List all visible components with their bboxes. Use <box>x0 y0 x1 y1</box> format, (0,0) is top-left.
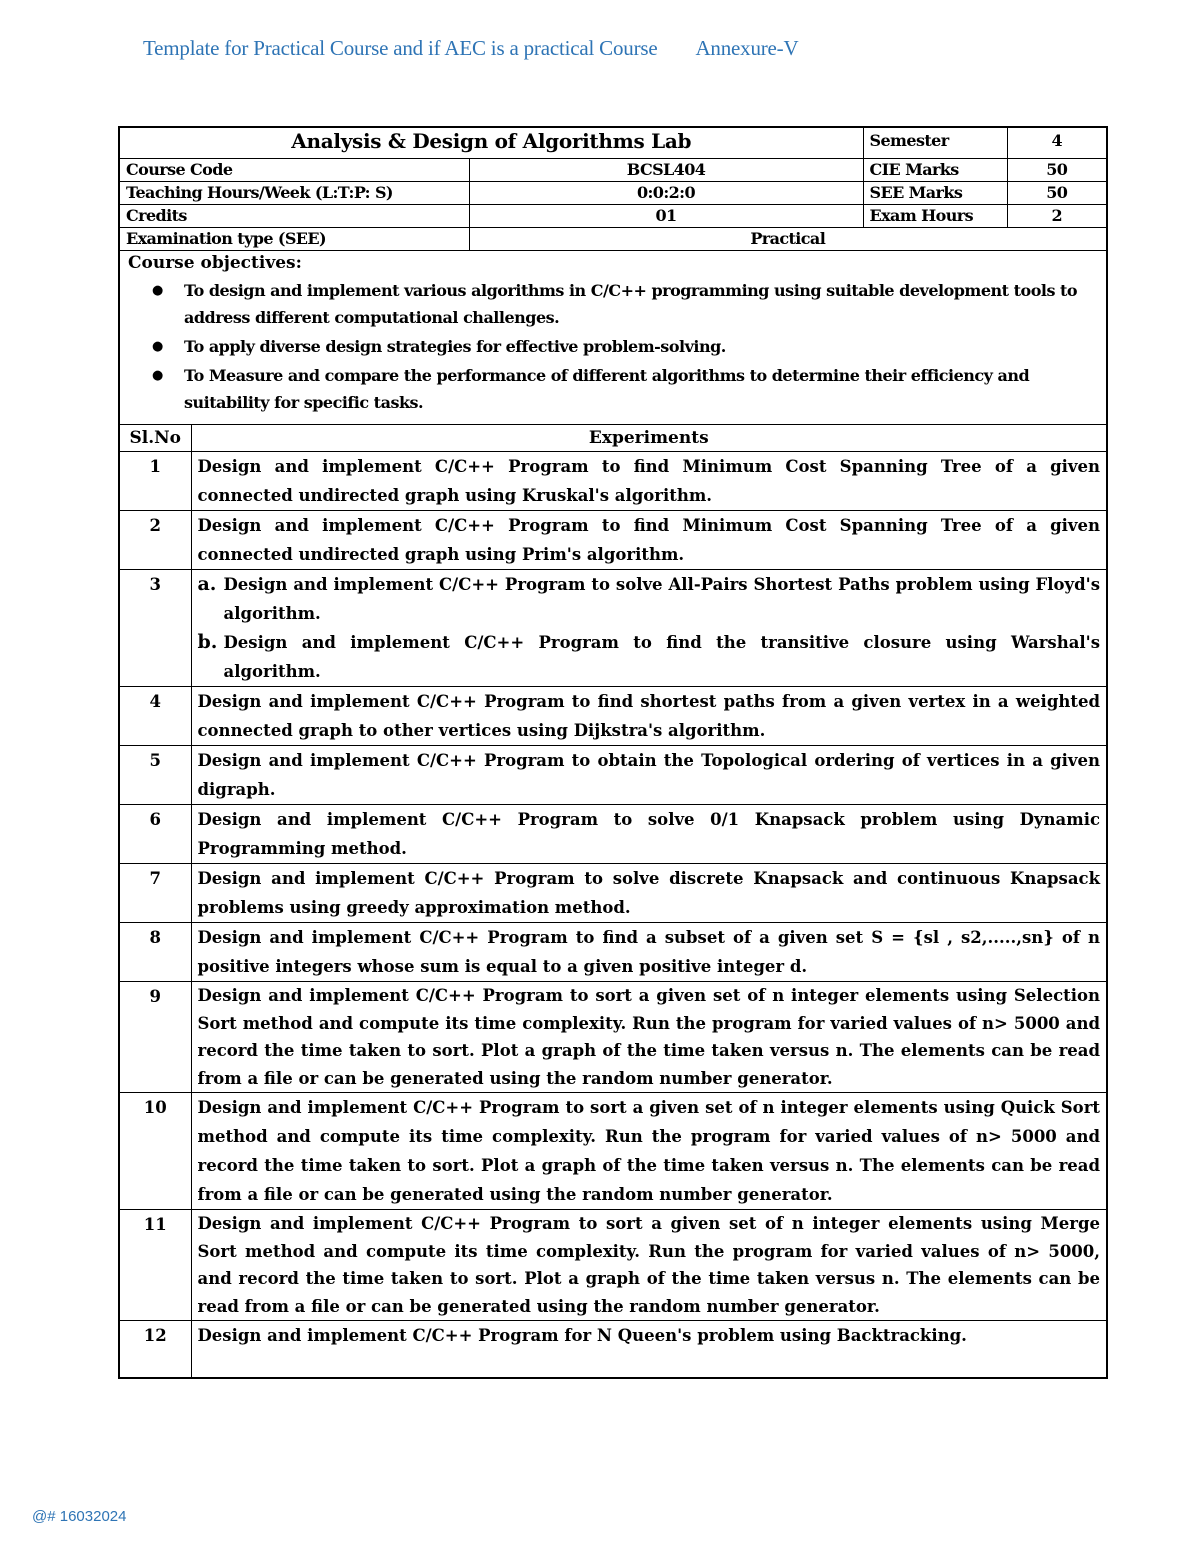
experiment-text: Design and implement C/C++ Program to sort a given set of n integer elements using Merge Sort method and compute its time complexity. Run the program for varied values of n> 5000, and record the time taken to sort. Plot a graph of the time taken versus n. The elements can be read from a file or can be generated using the random number generator. <box>191 1210 1107 1321</box>
header-template-text: Template for Practical Course and if AEC is a practical Course <box>143 36 658 60</box>
objectives-row <box>119 251 1107 425</box>
objectives-list <box>128 277 1098 416</box>
experiment-text: Design and implement C/C++ Program to solve discrete Knapsack and continuous Knapsack problems using greedy approximation method. <box>191 864 1107 923</box>
experiment-text: Design and implement C/C++ Program for N Queen's problem using Backtracking. <box>191 1321 1107 1378</box>
experiment-text: Design and implement C/C++ Program to find Minimum Cost Spanning Tree of a given connected undirected graph using Kruskal's algorithm. <box>191 452 1107 511</box>
experiment-number: 5 <box>119 746 191 805</box>
semester-label: Semester <box>863 127 1007 159</box>
sub-b-label: b. <box>197 631 218 653</box>
experiment-text: Design and implement C/C++ Program to find a subset of a given set S = {sl , s2,.....,sn} of n positive integers whose sum is equal to a given positive integer d. <box>191 923 1107 982</box>
title-row <box>119 127 1107 159</box>
experiment-row <box>119 982 1107 1093</box>
experiment-number: 6 <box>119 805 191 864</box>
sub-a-label: a. <box>197 573 217 595</box>
experiment-row <box>119 746 1107 805</box>
teaching-hours-row <box>119 182 1107 205</box>
experiment-row <box>119 511 1107 570</box>
experiment-sub-b <box>198 628 1101 686</box>
sub-a-text: Design and implement C/C++ Program to solve All-Pairs Shortest Paths problem using Floyd's algorithm. <box>223 575 1101 623</box>
page-header <box>143 36 798 61</box>
exam-type-label: Examination type (SEE) <box>119 228 469 251</box>
experiment-number: 9 <box>119 982 191 1093</box>
credits-row <box>119 205 1107 228</box>
slno-header: Sl.No <box>119 425 191 452</box>
objective-item: ● To Measure and compare the performance of different algorithms to determine their efficiency and suitability for specific tasks. <box>184 362 1098 416</box>
experiment-row <box>119 570 1107 687</box>
credits-label: Credits <box>119 205 469 228</box>
experiment-row <box>119 923 1107 982</box>
experiment-number: 12 <box>119 1321 191 1378</box>
course-table <box>118 126 1108 1379</box>
course-code-label: Course Code <box>119 159 469 182</box>
experiment-text-multi <box>191 570 1107 687</box>
experiment-row <box>119 452 1107 511</box>
experiment-number: 7 <box>119 864 191 923</box>
teaching-hours-value: 0:0:2:0 <box>469 182 863 205</box>
sub-b-text: Design and implement C/C++ Program to find the transitive closure using Warshal's algorithm. <box>223 633 1101 681</box>
experiment-row <box>119 805 1107 864</box>
experiment-row <box>119 864 1107 923</box>
experiment-text: Design and implement C/C++ Program to find shortest paths from a given vertex in a weighted connected graph to other vertices using Dijkstra's algorithm. <box>191 687 1107 746</box>
experiment-number: 2 <box>119 511 191 570</box>
experiment-row <box>119 1321 1107 1378</box>
objective-item: ● To apply diverse design strategies for effective problem-solving. <box>184 333 1098 360</box>
objectives-heading: Course objectives: <box>128 253 302 273</box>
experiment-row <box>119 1093 1107 1210</box>
experiment-text: Design and implement C/C++ Program to solve 0/1 Knapsack problem using Dynamic Programming method. <box>191 805 1107 864</box>
exam-hours-label: Exam Hours <box>863 205 1007 228</box>
experiments-header: Experiments <box>191 425 1107 452</box>
exam-hours-value: 2 <box>1007 205 1107 228</box>
experiment-text: Design and implement C/C++ Program to sort a given set of n integer elements using Selection Sort method and compute its time complexity. Run the program for varied values of n> 5000 and record the time taken to sort. Plot a graph of the time taken versus n. The elements can be read from a file or can be generated using the random number generator. <box>191 982 1107 1093</box>
exam-type-value: Practical <box>469 228 1107 251</box>
course-code-value: BCSL404 <box>469 159 863 182</box>
see-marks-value: 50 <box>1007 182 1107 205</box>
semester-value: 4 <box>1007 127 1107 159</box>
course-code-row <box>119 159 1107 182</box>
header-annexure-text: Annexure-V <box>695 36 799 60</box>
experiment-sub-a <box>198 570 1101 628</box>
exam-type-row <box>119 228 1107 251</box>
footer-code: @# 16032024 <box>32 1508 127 1525</box>
course-title: Analysis & Design of Algorithms Lab <box>119 127 863 159</box>
experiment-text: Design and implement C/C++ Program to obtain the Topological ordering of vertices in a given digraph. <box>191 746 1107 805</box>
teaching-hours-label: Teaching Hours/Week (L:T:P: S) <box>119 182 469 205</box>
experiments-header-row <box>119 425 1107 452</box>
objective-item: ● To design and implement various algorithms in C/C++ programming using suitable development tools to address different computational challenges. <box>184 277 1098 331</box>
experiment-number: 8 <box>119 923 191 982</box>
experiment-number: 4 <box>119 687 191 746</box>
experiment-number: 10 <box>119 1093 191 1210</box>
experiment-number: 1 <box>119 452 191 511</box>
see-marks-label: SEE Marks <box>863 182 1007 205</box>
experiment-row <box>119 1210 1107 1321</box>
cie-marks-label: CIE Marks <box>863 159 1007 182</box>
experiment-row <box>119 687 1107 746</box>
credits-value: 01 <box>469 205 863 228</box>
cie-marks-value: 50 <box>1007 159 1107 182</box>
experiment-number: 3 <box>119 570 191 687</box>
experiment-number: 11 <box>119 1210 191 1321</box>
course-objectives <box>119 251 1107 425</box>
experiment-text: Design and implement C/C++ Program to sort a given set of n integer elements using Quick Sort method and compute its time complexity. Run the program for varied values of n> 5000 and record the time taken to sort. Plot a graph of the time taken versus n. The elements can be read from a file or can be generated using the random number generator. <box>191 1093 1107 1210</box>
experiment-text: Design and implement C/C++ Program to find Minimum Cost Spanning Tree of a given connected undirected graph using Prim's algorithm. <box>191 511 1107 570</box>
